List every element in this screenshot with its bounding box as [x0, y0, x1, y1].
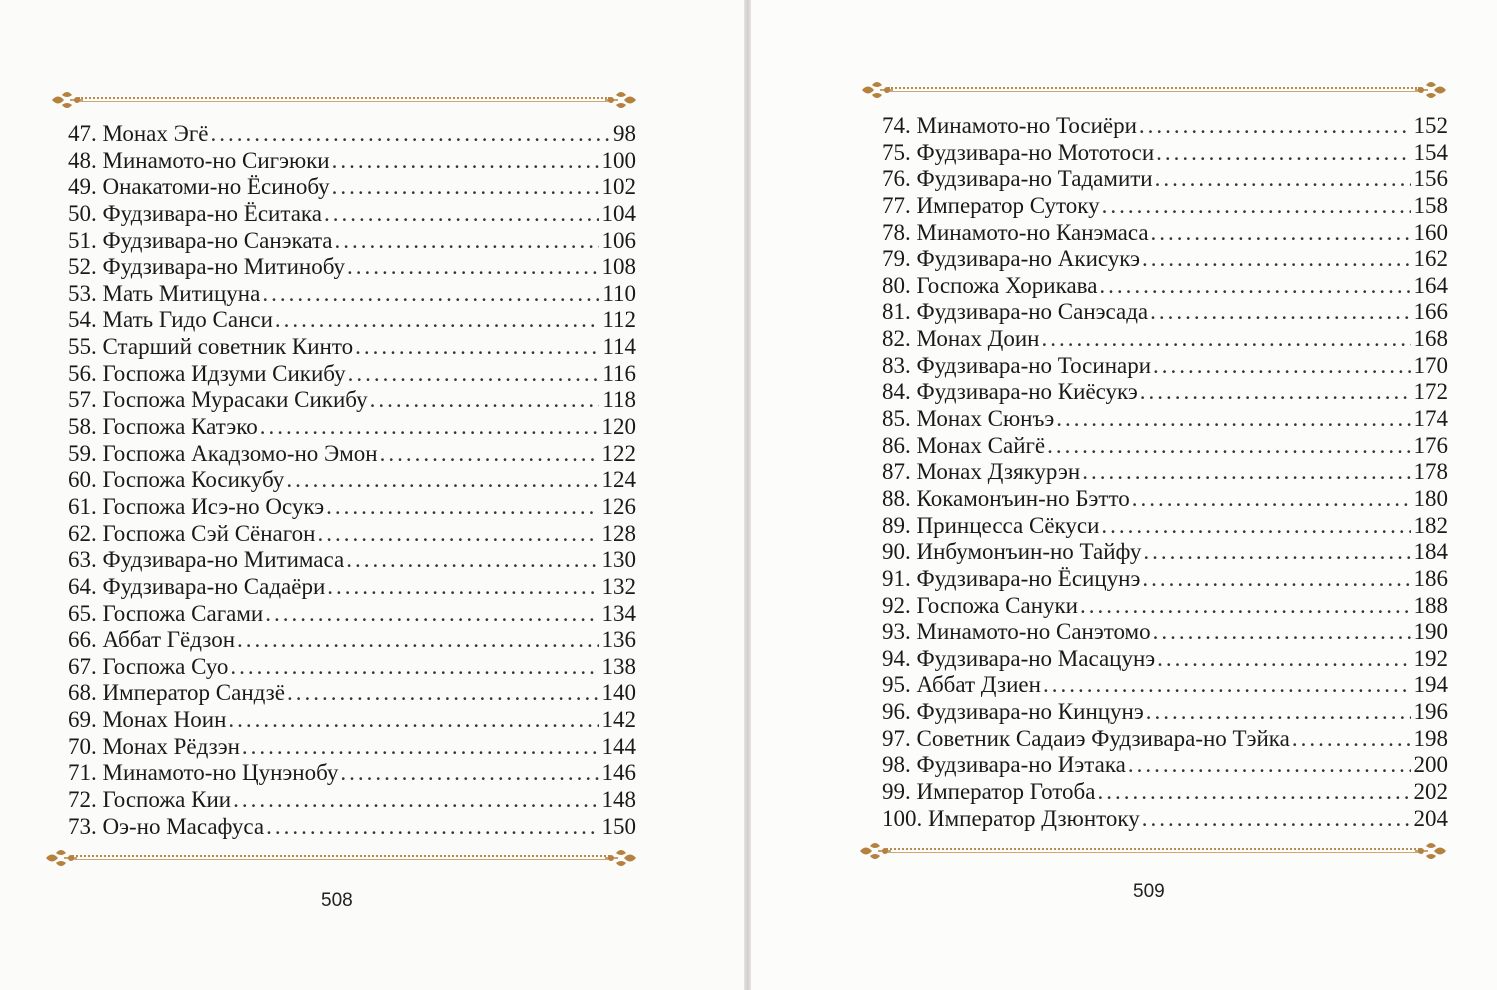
- toc-entry: [68, 414, 636, 441]
- dot-leader: [1292, 726, 1411, 753]
- toc-entry-title: 48. Минамото-но Сигэюки: [68, 147, 330, 173]
- toc-entry-page: 172: [1413, 379, 1448, 405]
- toc-entry-page: 126: [601, 493, 636, 519]
- floral-ornament-icon: [604, 847, 638, 869]
- toc-entry-title: 91. Фудзивара-но Ёсицунэ: [882, 565, 1141, 591]
- toc-entry-title: 98. Фудзивара-но Иэтака: [882, 752, 1126, 778]
- toc-entry-title: 63. Фудзивара-но Митимаса: [68, 547, 345, 573]
- toc-entry: [68, 680, 636, 707]
- dot-leader: [370, 387, 600, 414]
- toc-entry-title: 57. Госпожа Мурасаки Сикибу: [68, 387, 368, 413]
- dot-leader: [1142, 566, 1410, 593]
- dot-leader: [228, 707, 598, 734]
- top-ornamental-rule: [50, 89, 638, 111]
- toc-entry-title: 73. Оэ-но Масафуса: [68, 813, 265, 839]
- toc-entry: [68, 627, 636, 654]
- dot-leader: [317, 521, 598, 548]
- dot-leader: [355, 334, 599, 361]
- toc-entry-title: 86. Монах Сайгё: [882, 432, 1046, 458]
- toc-entry-page: 166: [1413, 299, 1448, 325]
- toc-entry-page: 150: [601, 813, 636, 839]
- toc-entry-title: 78. Минамото-но Канэмаса: [882, 219, 1149, 245]
- toc-entry-page: 198: [1413, 725, 1448, 751]
- dot-leader: [265, 601, 598, 628]
- toc-entry-title: 80. Госпожа Хорикава: [882, 272, 1098, 298]
- toc-entry-page: 110: [602, 280, 636, 306]
- toc-entry-title: 64. Фудзивара-но Садаёри: [68, 573, 326, 599]
- toc-entry: [68, 441, 636, 468]
- toc-entry-title: 92. Госпожа Сануки: [882, 592, 1078, 618]
- toc-entry-title: 52. Фудзивара-но Митинобу: [68, 254, 346, 280]
- dot-leader: [1041, 326, 1410, 353]
- toc-entry: [68, 707, 636, 734]
- toc-entry-page: 128: [601, 520, 636, 546]
- dot-leader: [1047, 433, 1410, 460]
- dot-leader: [1143, 539, 1410, 566]
- dot-leader: [287, 680, 599, 707]
- toc-entry: [882, 566, 1448, 593]
- toc-entry-page: 118: [602, 387, 636, 413]
- dot-leader: [1139, 113, 1411, 140]
- toc-entry-page: 182: [1413, 512, 1448, 538]
- dot-leader: [275, 307, 599, 334]
- dot-leader: [1151, 220, 1411, 247]
- toc-entry-title: 83. Фудзивара-но Тосинари: [882, 352, 1152, 378]
- dot-leader: [1099, 273, 1410, 300]
- dot-leader: [210, 121, 610, 148]
- toc-entry-page: 154: [1413, 139, 1448, 165]
- toc-entry-title: 76. Фудзивара-но Тадамити: [882, 166, 1153, 192]
- dot-leader: [242, 734, 599, 761]
- toc-entry-title: 99. Император Готоба: [882, 779, 1096, 805]
- toc-entry: [882, 486, 1448, 513]
- dot-leader: [1155, 166, 1411, 193]
- dot-leader: [332, 174, 599, 201]
- toc-entry-page: 102: [601, 174, 636, 200]
- left-page: [0, 0, 746, 990]
- toc-entry-title: 70. Монах Рёдзэн: [68, 733, 240, 759]
- dot-leader: [324, 201, 599, 228]
- toc-entry-page: 134: [601, 600, 636, 626]
- toc-entry: [882, 113, 1448, 140]
- toc-entry-page: 108: [601, 254, 636, 280]
- toc-entry-page: 142: [601, 707, 636, 733]
- toc-entry-title: 77. Император Сутоку: [882, 192, 1100, 218]
- toc-entry: [68, 174, 636, 201]
- toc-entry-page: 148: [601, 787, 636, 813]
- toc-entry: [882, 752, 1448, 779]
- dot-leader: [347, 254, 598, 281]
- toc-entry: [882, 539, 1448, 566]
- toc-entry-page: 132: [601, 573, 636, 599]
- bottom-ornamental-rule: [44, 847, 638, 869]
- toc-entry: [882, 433, 1448, 460]
- toc-entry-page: 98: [613, 121, 636, 146]
- toc-entry-title: 59. Госпожа Акадзомо-но Эмон: [68, 440, 378, 466]
- toc-entry-title: 93. Минамото-но Санэтомо: [882, 619, 1151, 645]
- dot-leader: [233, 787, 598, 814]
- toc-entry: [882, 593, 1448, 620]
- toc-entry: [68, 547, 636, 574]
- toc-entry-page: 176: [1413, 432, 1448, 458]
- toc-entry-page: 104: [601, 200, 636, 226]
- toc-entry-page: 174: [1413, 406, 1448, 432]
- toc-entry-page: 186: [1413, 565, 1448, 591]
- toc-entry: [68, 467, 636, 494]
- toc-entry-title: 100. Император Дзюнтоку: [882, 805, 1140, 831]
- dot-leader: [260, 414, 599, 441]
- dot-leader: [1102, 193, 1411, 220]
- toc-entry: [68, 734, 636, 761]
- floral-ornament-icon: [1414, 79, 1448, 101]
- dot-leader: [237, 627, 598, 654]
- toc-entry: [68, 201, 636, 228]
- toc-entry-page: 184: [1413, 539, 1448, 565]
- dot-leader: [1140, 379, 1411, 406]
- toc-entry-page: 120: [601, 414, 636, 440]
- toc-entry-page: 152: [1413, 113, 1448, 138]
- toc-entry-title: 51. Фудзивара-но Санэката: [68, 227, 333, 253]
- toc-entry-title: 95. Аббат Дзиен: [882, 672, 1041, 698]
- toc-entry: [68, 521, 636, 548]
- toc-entry-title: 47. Монах Эгё: [68, 121, 209, 146]
- toc-entry: [882, 326, 1448, 353]
- dot-leader: [1097, 779, 1410, 806]
- toc-entry-title: 53. Мать Митицуна: [68, 280, 261, 306]
- toc-entry-page: 114: [602, 334, 636, 360]
- toc-entry: [68, 148, 636, 175]
- toc-entry-page: 202: [1413, 779, 1448, 805]
- toc-entry: [68, 654, 636, 681]
- page-number-right: 509: [1133, 881, 1165, 902]
- toc-entry: [68, 334, 636, 361]
- toc-entry: [68, 814, 636, 841]
- toc-entry: [68, 361, 636, 388]
- toc-entry-title: 69. Монах Ноин: [68, 707, 227, 733]
- dot-leader: [1150, 299, 1410, 326]
- toc-entry-title: 96. Фудзивара-но Кинцунэ: [882, 699, 1144, 725]
- toc-entry: [68, 228, 636, 255]
- dot-leader: [1142, 806, 1411, 833]
- toc-entry: [68, 760, 636, 787]
- toc-entry-title: 81. Фудзивара-но Санэсада: [882, 299, 1149, 325]
- toc-entry-page: 146: [601, 760, 636, 786]
- toc-entry-title: 50. Фудзивара-но Ёситака: [68, 200, 322, 226]
- toc-entry: [882, 672, 1448, 699]
- toc-entry-title: 54. Мать Гидо Санси: [68, 307, 273, 333]
- bottom-ornamental-rule: [858, 840, 1448, 862]
- toc-entry-title: 71. Минамото-но Цунэнобу: [68, 760, 339, 786]
- dot-leader: [262, 281, 599, 308]
- dot-leader: [1153, 619, 1411, 646]
- toc-entry-page: 192: [1413, 645, 1448, 671]
- floral-ornament-icon: [1414, 840, 1448, 862]
- toc-entry: [68, 281, 636, 308]
- toc-entry-page: 140: [601, 680, 636, 706]
- toc-entry-page: 160: [1413, 219, 1448, 245]
- toc-entry: [882, 166, 1448, 193]
- toc-entry-title: 87. Монах Дзякурэн: [882, 459, 1081, 485]
- toc-entry-title: 56. Госпожа Идзуми Сикибу: [68, 360, 346, 386]
- dot-leader: [1156, 140, 1410, 167]
- toc-entry: [882, 646, 1448, 673]
- dot-leader: [340, 760, 598, 787]
- dot-leader: [1153, 353, 1410, 380]
- dot-leader: [335, 228, 599, 255]
- toc-entry-title: 55. Старший советник Кинто: [68, 334, 354, 360]
- toc-entry-page: 116: [602, 360, 636, 386]
- toc-entry: [882, 806, 1448, 833]
- toc-entry-page: 158: [1413, 192, 1448, 218]
- dot-leader: [1080, 593, 1411, 620]
- toc-entry-page: 178: [1413, 459, 1448, 485]
- floral-ornament-icon: [44, 847, 78, 869]
- toc-entry-page: 106: [601, 227, 636, 253]
- toc-entry-page: 144: [601, 733, 636, 759]
- toc-entry: [882, 726, 1448, 753]
- toc-entry-title: 49. Онакатоми-но Ёсинобу: [68, 174, 330, 200]
- floral-ornament-icon: [860, 79, 894, 101]
- dot-leader: [348, 361, 600, 388]
- dot-leader: [332, 148, 599, 175]
- toc-entry: [882, 353, 1448, 380]
- toc-entry: [68, 254, 636, 281]
- toc-entry-title: 94. Фудзивара-но Масацунэ: [882, 645, 1156, 671]
- toc-entry: [882, 513, 1448, 540]
- toc-entry-title: 79. Фудзивара-но Акисукэ: [882, 246, 1141, 272]
- toc-entry-page: 162: [1413, 246, 1448, 272]
- toc-entry: [68, 787, 636, 814]
- toc-entry-page: 170: [1413, 352, 1448, 378]
- dot-leader: [346, 547, 598, 574]
- toc-entry: [882, 379, 1448, 406]
- dot-leader: [266, 814, 598, 841]
- toc-entry: [68, 601, 636, 628]
- toc-entry-title: 65. Госпожа Сагами: [68, 600, 264, 626]
- toc-entry-page: 204: [1413, 805, 1448, 831]
- toc-entry-page: 200: [1413, 752, 1448, 778]
- toc-entry: [68, 574, 636, 601]
- top-ornamental-rule: [860, 79, 1448, 101]
- toc-entry-title: 84. Фудзивара-но Киёсукэ: [882, 379, 1138, 405]
- toc-entry-page: 100: [601, 147, 636, 173]
- toc-entry-title: 58. Госпожа Катэко: [68, 414, 258, 440]
- toc-entry-page: 124: [601, 467, 636, 493]
- dot-leader: [230, 654, 598, 681]
- toc-entry-title: 67. Госпожа Суо: [68, 653, 229, 679]
- table-of-contents-left: [68, 121, 636, 840]
- toc-entry-page: 112: [602, 307, 636, 333]
- toc-entry-title: 68. Император Сандзё: [68, 680, 285, 706]
- toc-entry: [882, 220, 1448, 247]
- toc-entry-page: 136: [601, 627, 636, 653]
- toc-entry: [882, 273, 1448, 300]
- dot-leader: [1056, 406, 1410, 433]
- toc-entry: [882, 459, 1448, 486]
- dot-leader: [1101, 513, 1410, 540]
- floral-ornament-icon: [858, 840, 892, 862]
- toc-entry-title: 85. Монах Сюнъэ: [882, 406, 1055, 432]
- toc-entry-page: 194: [1413, 672, 1448, 698]
- dot-leader: [1128, 752, 1411, 779]
- dot-leader: [1082, 459, 1410, 486]
- floral-ornament-icon: [604, 89, 638, 111]
- toc-entry: [882, 193, 1448, 220]
- dot-leader: [1146, 699, 1411, 726]
- toc-entry: [882, 299, 1448, 326]
- toc-entry: [882, 699, 1448, 726]
- toc-entry: [882, 779, 1448, 806]
- dot-leader: [1132, 486, 1411, 513]
- toc-entry-title: 88. Кокамонъин-но Бэтто: [882, 485, 1130, 511]
- dot-leader: [326, 494, 598, 521]
- toc-entry-title: 62. Госпожа Сэй Сёнагон: [68, 520, 316, 546]
- toc-entry-page: 168: [1413, 326, 1448, 352]
- toc-entry-page: 196: [1413, 699, 1448, 725]
- toc-entry: [882, 246, 1448, 273]
- toc-entry-title: 74. Минамото-но Тосиёри: [882, 113, 1137, 138]
- toc-entry-title: 75. Фудзивара-но Мототоси: [882, 139, 1155, 165]
- table-of-contents-right: [882, 113, 1448, 832]
- toc-entry: [68, 494, 636, 521]
- floral-ornament-icon: [50, 89, 84, 111]
- dot-leader: [327, 574, 598, 601]
- toc-entry-title: 90. Инбумонъин-но Тайфу: [882, 539, 1142, 565]
- toc-entry-page: 156: [1413, 166, 1448, 192]
- dot-leader: [1157, 646, 1410, 673]
- dot-leader: [1142, 246, 1410, 273]
- toc-entry: [882, 406, 1448, 433]
- toc-entry: [882, 140, 1448, 167]
- toc-entry-title: 61. Госпожа Исэ-но Осукэ: [68, 493, 325, 519]
- toc-entry-title: 89. Принцесса Сёкуси: [882, 512, 1100, 538]
- toc-entry-title: 66. Аббат Гёдзон: [68, 627, 236, 653]
- page-number-left: 508: [321, 890, 353, 911]
- toc-entry: [68, 387, 636, 414]
- toc-entry: [882, 619, 1448, 646]
- toc-entry-page: 138: [601, 653, 636, 679]
- toc-entry-title: 82. Монах Доин: [882, 326, 1040, 352]
- toc-entry-page: 164: [1413, 272, 1448, 298]
- toc-entry: [68, 307, 636, 334]
- toc-entry-page: 122: [601, 440, 636, 466]
- toc-entry-page: 180: [1413, 485, 1448, 511]
- toc-entry: [68, 121, 636, 148]
- toc-entry-page: 188: [1413, 592, 1448, 618]
- toc-entry-page: 190: [1413, 619, 1448, 645]
- toc-entry-title: 60. Госпожа Косикубу: [68, 467, 285, 493]
- toc-entry-title: 72. Госпожа Кии: [68, 787, 232, 813]
- dot-leader: [1043, 672, 1411, 699]
- dot-leader: [286, 467, 598, 494]
- dot-leader: [380, 441, 599, 468]
- toc-entry-title: 97. Советник Садаиэ Фудзивара-но Тэйка: [882, 725, 1290, 751]
- toc-entry-page: 130: [601, 547, 636, 573]
